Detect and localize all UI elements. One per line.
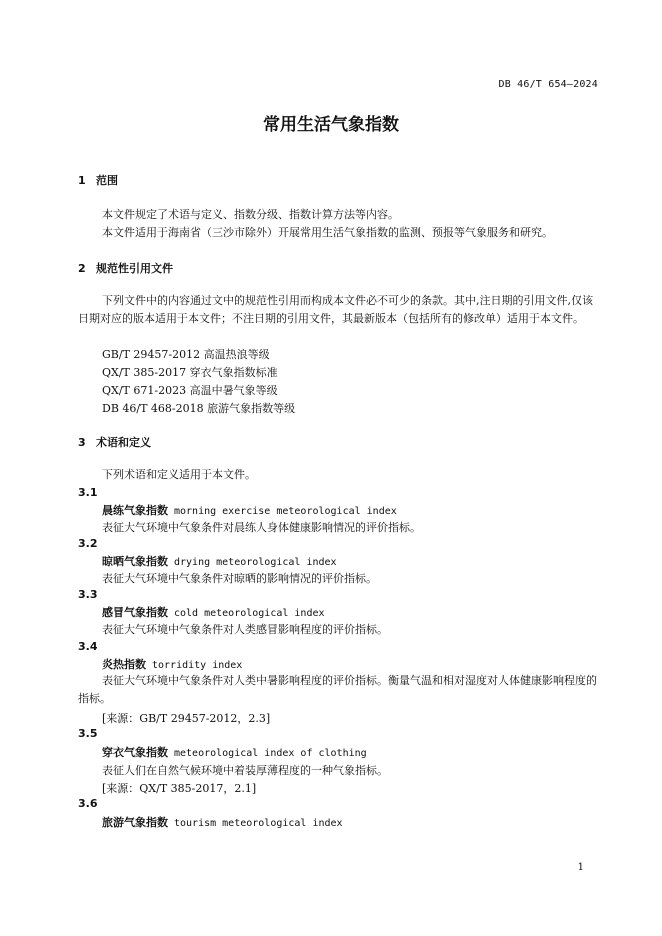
term-definition: 表征大气环境中气象条件对人类感冒影响程度的评价指标。 [102,623,388,636]
term-definition: 表征大气环境中气象条件对晨练人身体健康影响情况的评价指标。 [102,521,421,534]
term-number: 3.3 [78,588,98,601]
term-title [102,656,242,672]
section-heading-normative-references [78,260,173,276]
section-title: 术语和定义 [96,436,151,449]
reference-item: DB 46/T 468-2018 旅游气象指数等级 [102,402,296,415]
term-number: 3.2 [78,537,98,550]
section-heading-terms [78,434,151,450]
paragraph: 本文件规定了术语与定义、指数分级、指数计算方法等内容。 [102,208,399,221]
section-number: 3 [78,436,86,449]
term-definition: 表征人们在自然气候环境中着装厚薄程度的一种气象指标。 [102,764,388,777]
term-title [102,502,397,518]
section-heading-scope [78,172,118,188]
term-number: 3.5 [78,727,98,740]
paragraph: 下列文件中的内容通过文中的规范性引用而构成本文件必不可少的条款。其中,注日期的引用文件,仅该日期对应的版本适用于本文件；不注日期的引用文件，其最新版本（包括所有的修改单）适用于本文件。 [78,294,593,325]
term-zh: 感冒气象指数 [102,606,168,619]
term-en: morning exercise meteorological index [174,506,397,517]
section-number: 2 [78,262,86,275]
reference-item: GB/T 29457-2012 高温热浪等级 [102,348,270,361]
term-title [102,604,325,620]
section-number: 1 [78,174,86,187]
term-definition: 表征大气环境中气象条件对晾晒的影响情况的评价指标。 [102,572,377,585]
term-zh: 穿衣气象指数 [102,746,168,759]
term-en: drying meteorological index [174,557,337,568]
term-title [102,814,343,830]
paragraph: 下列术语和定义适用于本文件。 [102,468,256,481]
standard-code: DB 46/T 654—2024 [498,79,598,90]
term-zh: 旅游气象指数 [102,816,168,829]
term-definition: 表征大气环境中气象条件对人类中暑影响程度的评价指标。衡量气温和相对湿度对人体健康影响程度的指标。 [78,674,597,705]
term-source: [来源：GB/T 29457-2012，2.3] [102,712,271,725]
reference-item: QX/T 671-2023 高温中暑气象等级 [102,384,278,397]
term-source: [来源：QX/T 385-2017，2.1] [102,782,257,795]
term-title [102,553,337,569]
term-en: tourism meteorological index [174,818,343,829]
term-title [102,744,367,760]
term-en: cold meteorological index [174,608,325,619]
term-number: 3.4 [78,640,98,653]
reference-item: QX/T 385-2017 穿衣气象指数标准 [102,366,278,379]
section-title: 范围 [96,174,118,187]
section-title: 规范性引用文件 [96,262,173,275]
paragraph: 本文件适用于海南省（三沙市除外）开展常用生活气象指数的监测、预报等气象服务和研究。 [102,226,553,239]
term-number: 3.1 [78,486,98,499]
term-en: meteorological index of clothing [174,748,367,759]
term-zh: 晨练气象指数 [102,504,168,517]
page-number: 1 [577,862,584,873]
term-number: 3.6 [78,797,98,810]
document-title: 常用生活气象指数 [263,115,399,135]
term-zh: 晾晒气象指数 [102,555,168,568]
term-zh: 炎热指数 [102,658,146,671]
term-en: torridity index [152,660,243,671]
